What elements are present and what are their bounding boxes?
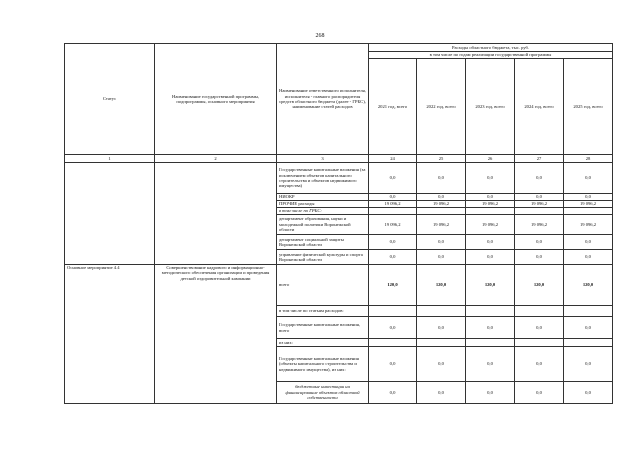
row-value: 0,0 (417, 317, 466, 339)
row-value: 0,0 (466, 194, 515, 201)
row-value: 0,0 (369, 194, 417, 201)
row-value: 19 096,2 (466, 201, 515, 208)
header-name: Наименование государственной программы, подпрограммы, основного мероприятия (155, 44, 277, 155)
row-value: 0,0 (369, 317, 417, 339)
row-value: 120,0 (417, 265, 466, 306)
row-value: 19 096,2 (369, 215, 417, 235)
header-responsible: Наименование ответственного исполнителя, исполнителя - главного распорядителя средств областного бюджета (далее - ГРБС), наименование статей расходов (277, 44, 369, 155)
row-value: 0,0 (466, 317, 515, 339)
row-value (564, 208, 613, 215)
row-value: 0,0 (417, 347, 466, 382)
row-label: в том числе по ГРБС: (277, 208, 369, 215)
row-label: департамент социальной защиты Воронежской области (277, 235, 369, 250)
row-value: 19 096,2 (369, 201, 417, 208)
row-label: Государственные капитальные вложения (за исключением объектов капитального строительства и объектов недвижимого имущества) (277, 163, 369, 194)
row-value: 0,0 (417, 250, 466, 265)
row-value: 19 096,2 (417, 215, 466, 235)
row-value (466, 306, 515, 317)
row-label: бюджетные инвестиции на финансирование объектов областной собственности (277, 382, 369, 404)
column-number: 24 (369, 155, 417, 163)
row-value: 120,0 (515, 265, 564, 306)
row-value: 0,0 (564, 235, 613, 250)
row-label: Государственные капитальные вложения (объекты капитального строительства и недвижимого имущества), из них: (277, 347, 369, 382)
row-label: НИОКР (277, 194, 369, 201)
column-number: 3 (277, 155, 369, 163)
header-year: 2021 год, всего (369, 59, 417, 155)
row-label: из них: (277, 339, 369, 347)
row-value: 0,0 (515, 317, 564, 339)
row-value: 0,0 (564, 194, 613, 201)
row-value: 0,0 (466, 235, 515, 250)
row-value: 0,0 (515, 347, 564, 382)
row-value (466, 208, 515, 215)
row-value: 0,0 (417, 163, 466, 194)
page-number: 268 (315, 33, 325, 39)
row-value: 0,0 (466, 382, 515, 404)
row-value: 19 096,2 (564, 215, 613, 235)
row-value: 0,0 (515, 163, 564, 194)
budget-table (64, 43, 613, 404)
row-value: 0,0 (369, 347, 417, 382)
row-value (417, 208, 466, 215)
row-value (369, 306, 417, 317)
row-value: 19 096,2 (515, 201, 564, 208)
row-value: 0,0 (564, 382, 613, 404)
row-value (369, 208, 417, 215)
name-cell-empty (155, 163, 277, 265)
row-label: департамент образования, науки и молодежной политики Воронежской области (277, 215, 369, 235)
row-value: 19 096,2 (417, 201, 466, 208)
row-value: 0,0 (369, 382, 417, 404)
column-number: 2 (155, 155, 277, 163)
row-value: 0,0 (515, 250, 564, 265)
column-number: 25 (417, 155, 466, 163)
row-value: 0,0 (564, 347, 613, 382)
row-value (564, 339, 613, 347)
row-value (417, 339, 466, 347)
row-value: 0,0 (417, 194, 466, 201)
row-value: 0,0 (515, 382, 564, 404)
row-label: управление физической культуры и спорта Воронежской области (277, 250, 369, 265)
header-year: 2022 год, всего (417, 59, 466, 155)
row-label: ПРОЧИЕ расходы (277, 201, 369, 208)
row-value: 0,0 (417, 235, 466, 250)
row-value: 19 096,2 (515, 215, 564, 235)
row-value: 19 096,2 (564, 201, 613, 208)
header-year: 2025 год, всего (564, 59, 613, 155)
row-value: 0,0 (417, 382, 466, 404)
row-value (369, 339, 417, 347)
row-value (515, 306, 564, 317)
status-cell-empty (65, 163, 155, 265)
row-value: 0,0 (466, 347, 515, 382)
row-label: всего (277, 265, 369, 306)
row-value: 0,0 (369, 235, 417, 250)
row-value: 120,0 (564, 265, 613, 306)
header-status: Статус (65, 44, 155, 155)
row-value: 0,0 (369, 163, 417, 194)
row-value: 0,0 (466, 250, 515, 265)
row-value (564, 306, 613, 317)
row-label: Государственные капитальные вложения, всего (277, 317, 369, 339)
row-label: в том числе по статьям расходов: (277, 306, 369, 317)
header-by-years: в том числе по годам реализации государственной программы (369, 52, 613, 59)
header-year: 2024 год, всего (515, 59, 564, 155)
row-value: 0,0 (515, 194, 564, 201)
row-value: 120,0 (369, 265, 417, 306)
column-number: 26 (466, 155, 515, 163)
row-value (417, 306, 466, 317)
event-status: Основное мероприятие 4.4 (65, 265, 155, 404)
column-number: 1 (65, 155, 155, 163)
column-number: 27 (515, 155, 564, 163)
row-value: 19 096,2 (466, 215, 515, 235)
event-name: Совершенствование кадрового и информационно-методического обеспечения организации и проведения детской оздоровительной кампании (155, 265, 277, 404)
row-value: 120,0 (466, 265, 515, 306)
row-value: 0,0 (466, 163, 515, 194)
header-budget-title: Расходы областного бюджета, тыс. руб. (369, 44, 613, 52)
row-value: 0,0 (564, 250, 613, 265)
row-value (515, 208, 564, 215)
row-value: 0,0 (515, 235, 564, 250)
row-value: 0,0 (369, 250, 417, 265)
header-year: 2023 год, всего (466, 59, 515, 155)
row-value (466, 339, 515, 347)
row-value: 0,0 (564, 317, 613, 339)
row-value (515, 339, 564, 347)
row-value: 0,0 (564, 163, 613, 194)
column-number: 28 (564, 155, 613, 163)
